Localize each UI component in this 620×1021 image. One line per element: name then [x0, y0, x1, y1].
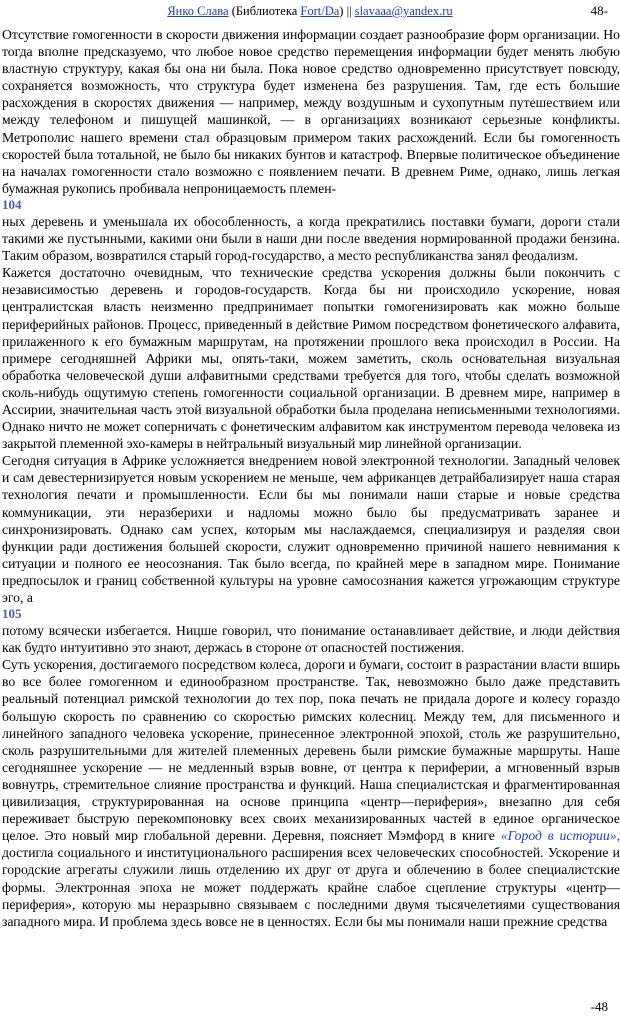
paragraph: ных деревень и уменьшала их обособленность, а когда прекратились поставки бумаги, дороги стали такими же пустынными, какими они были в наши дни после введения нормированной продажи бензина. Таким образом, возвратился старый город-государство, а место республиканства занял феодализм.	[2, 213, 620, 264]
page-header	[0, 0, 620, 22]
paragraph: Кажется достаточно очевидным, что технические средства ускорения должны были покончить с независимостью деревень и городов-государств. Когда бы ни происходило ускорение, новая централистская власть неизменно предпринимает попытки гомогенизировать как можно больше периферийных районов. Процесс, приведенный в действие Римом посредством фонетического алфавита, прилаженного к его бумажным маршрутам, на протяжении прошлого века происходил в России. На примере сегодняшней Африки мы, опять-таки, можем заметить, сколь основательная визуальная обработка человеческой души алфавитными средствами требуется для того, чтобы сделать возможной сколь-нибудь ощутимую степень гомогенности социальной организации. В древнем мире, например в Ассирии, значительная часть этой визуальной обработки была проделана неписьменными технологиями. Однако ничто не может соперничать с фонетическим алфавитом как инструментом перевода человека из закрытой племенной эхо-камеры в нейтральный визуальный мир линейной организации.	[2, 265, 620, 452]
paragraph: Отсутствие гомогенности в скорости движения информации создает разнообразие форм организации. Но тогда вполне предсказуемо, что любое новое средство перемещения информации будет менять любую властную структуру, какая бы она ни была. Пока новое средство одновременно присутствует повсюду, сохраняется возможность, что структура будет изменена без разрушения. Там, где есть большие расхождения в скоростях движения — например, между воздушным и сухопутным путешествием или между телефоном и пишущей машинкой, — в организациях возникают серьезные конфликты. Метрополис нашего времени стал образцовым примером таких расхождений. Если бы гомогенность скоростей была тотальной, не было бы никаких бунтов и катастроф. Впервые политическое объединение на началах гомогенности стало возможно с появлением печати. В древнем Риме, однако, лишь легкая бумажная рукопись пробивала непроницаемость племен-	[2, 27, 620, 196]
page-number-top: 48-	[590, 3, 608, 18]
paragraph: потому всячески избегается. Ницше говорил, что понимание останавливает действие, и люди действия как будто интуитивно это знают, держась в стороне от опасностей постижения.	[2, 623, 620, 656]
library-link[interactable]: Fort/Da	[300, 4, 340, 18]
original-page-marker: 104	[2, 196, 22, 212]
email-link[interactable]: slavaaa@yandex.ru	[354, 4, 453, 18]
paragraph: Сегодня ситуация в Африке усложняется внедрением новой электронной технологии. Западный человек и сам девестернизируется новым ускорением не меньше, чем африканцев детрайбализирует наша старая технология печати и промышленности. Если бы мы понимали наши старые и новые средства коммуникации, эти неразберихи и надломы можно было бы предусматривать заранее и синхронизировать. Однако сам успех, которым мы наслаждаемся, специализируя и разделяя свои функции ради достижения большей скорости, служит одновременно причиной нашего невнимания к ситуации и полного ее неосознания. Так было всегда, по крайней мере в западном мире. Понимание предпосылок и границ собственной культуры на уровне самосознания кажется угрожающим структуре эго, а	[2, 453, 620, 605]
header-citation	[0, 0, 620, 22]
library-suffix: ) ||	[339, 4, 355, 18]
original-page-marker: 105	[2, 606, 22, 622]
library-prefix: (Библиотека	[231, 4, 301, 18]
author-link[interactable]: Янко Слава	[167, 4, 229, 18]
document-body	[2, 26, 620, 930]
paragraph-text: Суть ускорения, достигаемого посредством колеса, дороги и бумаги, состоит в разрастании власти вширь во все более гомогенном и единообразном пространстве. Так, невозможно было даже представить реальный потенциал римской технологии до тех пор, пока печать не придала дороге и колесу гораздо большую скорость по сравнению со скоростью римских колесниц. Между тем, для письменного и линейного западного человека ускорение, принесенное электронной эпохой, столь же разрушительно, сколь разрушительными для жителей племенных деревень были римские бумажные маршруты. Наше сегодняшнее ускорение — не медленный взрыв вовне, от центра к периферии, а мгновенный взрыв вовнутрь, стремительное слияние пространства и функций. Наша специалистская и фрагментированная цивилизация, структурированная на основе принципа «центр—периферия», внезапно для себя переживает быструю перекомпоновку всех своих механизированных частей в единое органическое целое. Это новый мир глобальной деревни. Деревня, поясняет Мэмфорд в книге	[2, 657, 620, 844]
paragraph-text: достигла социального и институционального расширения всех человеческих способностей. Ускорение и городские агрегаты служили лишь отделению их друг от друга и облечению в более специалистские формы. Электронная эпоха не может поддержать крайне слабое сцепление структуры «центр—периферия», которую мы неразрывно связываем с последними двумя тысячелетиями существования западного мира. И проблема здесь вовсе не в ценностях. Если бы мы понимали наши прежние средства	[2, 845, 620, 929]
page-number-bottom: -48	[590, 999, 608, 1014]
paragraph	[2, 656, 620, 930]
book-title-link[interactable]: «Город в истории»,	[500, 828, 620, 844]
